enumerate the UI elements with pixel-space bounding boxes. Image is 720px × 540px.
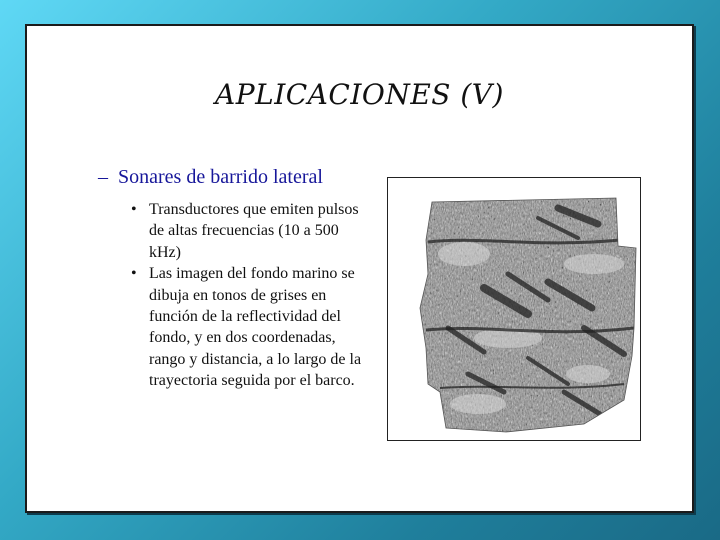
bullet-item [131,199,371,263]
bullet-text: Transductores que emiten pulsos de altas frecuencias (10 a 500 kHz) [149,201,359,261]
slide-title: APLICACIONES (V) [215,78,504,111]
bullet-marker: • [131,265,137,283]
bullet-item [131,263,371,391]
sonar-image-frame [387,177,641,441]
bullet-marker: • [131,201,137,218]
level1-text: Sonares de barrido lateral [118,166,323,188]
dash-marker: – [98,166,108,188]
slide [25,24,694,513]
level1-item [98,166,323,189]
side-scan-sonar-image [388,178,640,440]
bullet-text: Las imagen del fondo marino se dibuja en tonos de grises en función de la reflectividad del fondo, y en dos coordenadas, rango y distancia, a lo largo de la trayectoria seguida por el barco. [149,265,362,390]
bullet-list [131,199,371,392]
